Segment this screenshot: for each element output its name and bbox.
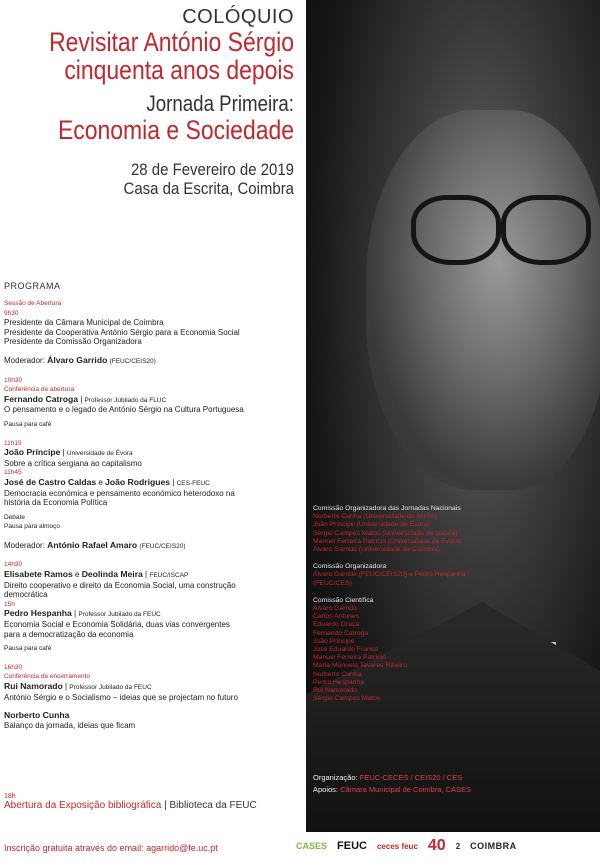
committee-nacional bbox=[313, 505, 593, 554]
portrait-glasses-left bbox=[411, 195, 501, 265]
sponsor-logos bbox=[296, 837, 517, 855]
event-date-place bbox=[30, 160, 294, 198]
speaker-name: Elisabete Ramos bbox=[4, 569, 73, 580]
portrait-face bbox=[366, 110, 600, 490]
support-line bbox=[313, 784, 471, 796]
anniversary-40-logo: 40 bbox=[427, 837, 446, 854]
event-type: COLÓQUIO bbox=[182, 6, 294, 28]
committee-member: Pedro Hespanha bbox=[313, 678, 365, 686]
moderator-line bbox=[4, 541, 304, 552]
moderator-line bbox=[4, 356, 304, 367]
moderator-label: Moderador: bbox=[4, 355, 48, 365]
committee-member: Álvaro Garrido (FEUC/CEIS20) e Pedro Hespanha bbox=[313, 571, 466, 579]
session-time: 15h bbox=[4, 600, 15, 608]
committee-member: (FEUC/CES) bbox=[313, 579, 352, 587]
program-schedule bbox=[4, 299, 304, 730]
speaker-line: Pedro Hespanha | Professor Jubilado da FEUC bbox=[4, 608, 161, 619]
session-time: 11h15 bbox=[4, 439, 22, 447]
event-date: 28 de Fevereiro de 2019 bbox=[130, 160, 294, 179]
support-value: Câmara Municipal de Coimbra, CASES bbox=[340, 785, 471, 794]
committee-member: Norberto Cunha (Universidade do Minho) bbox=[313, 513, 438, 521]
committee-organizadora bbox=[313, 563, 593, 588]
talk-title: democrática bbox=[4, 590, 48, 600]
committee-member: João Príncipe bbox=[313, 637, 355, 645]
moderator-label: Moderador: bbox=[4, 540, 48, 550]
footer bbox=[0, 832, 600, 867]
session-time: 16h30 bbox=[4, 663, 23, 671]
committee-title: Comissão Científica bbox=[313, 596, 374, 604]
cases-logo: CASES bbox=[296, 841, 328, 851]
speaker-name: Rui Namorado bbox=[4, 681, 63, 691]
session-label: Conferência de encerramento bbox=[4, 673, 90, 681]
poster-header bbox=[0, 6, 294, 198]
committee-member: Manuel Ferreira Patrício bbox=[313, 654, 386, 662]
session-label: Sessão de Abertura bbox=[4, 300, 62, 307]
title-line-2: cinquenta anos depois bbox=[64, 55, 295, 85]
speaker-name: João Rodrigues bbox=[105, 476, 171, 487]
speaker-name: João Príncipe bbox=[4, 447, 61, 458]
speaker-affiliation: Professor Jubilado da FEUC bbox=[69, 684, 152, 691]
break-label: Pausa para café bbox=[4, 645, 52, 653]
committee-title: Comissão Organizadora bbox=[313, 563, 387, 571]
committee-member: Sérgio Campos Matos bbox=[313, 695, 381, 703]
talk-title: O pensamento e o legado de António Sérgio na Cultura Portuguesa bbox=[4, 405, 244, 415]
ceces-logo: ceces feuc bbox=[376, 841, 418, 851]
speaker-line: Elisabete Ramos e Deolinda Meira | FEUC/ISCAP bbox=[4, 569, 189, 580]
committee-member: João Príncipe (Universidade de Évora) bbox=[313, 521, 430, 529]
organization-value: FEUC-CECES / CEIS20 / CES bbox=[359, 773, 463, 782]
speaker-conjunction: e bbox=[72, 570, 82, 580]
committee-member: Manuel Ferreira Patrício (Universidade de Évora) bbox=[313, 537, 462, 545]
registration-email[interactable]: Inscrição gratuita através do email: agarrido@fe.uc.pt bbox=[4, 843, 218, 853]
talk-title: Direito cooperativo e direito da Economia Social, uma construção bbox=[4, 580, 236, 590]
committees-panel bbox=[313, 505, 593, 712]
speaker-line: Rui Namorado | Professor Jubilado da FEUC bbox=[4, 681, 152, 691]
title-line-1: Revisitar António Sérgio bbox=[49, 27, 295, 57]
committee-cientifica bbox=[313, 597, 593, 704]
committee-member: Carlos Antunes bbox=[313, 613, 360, 621]
event-place: Casa da Escrita, Coimbra bbox=[123, 179, 294, 198]
talk-title: Democracia económica e pensamento económico heterodoxo na bbox=[4, 488, 235, 498]
session-time: 18h bbox=[4, 793, 16, 800]
session-line: Presidente da Cooperativa António Sérgio para a Economia Social bbox=[4, 327, 240, 337]
speaker-line: João Príncipe | Universidade de Évora bbox=[4, 447, 133, 458]
session-time: 11h45 bbox=[4, 469, 22, 477]
speaker-name: Deolinda Meira bbox=[81, 569, 143, 580]
exhibition-line bbox=[4, 793, 257, 811]
committee-member: Sérgio Campos Matos (Universidade de Lisboa) bbox=[313, 529, 458, 537]
separator: | bbox=[161, 800, 170, 811]
talk-title: António Sérgio e o Socialismo – ideias que se projectam no futuro bbox=[4, 692, 238, 702]
committee-member: Eduardo Graça bbox=[313, 621, 360, 629]
portrait-glasses-right bbox=[501, 195, 591, 265]
speaker-line: Fernando Catroga | Professor Jubilado da FLUC bbox=[4, 393, 167, 404]
session-time: 10h30 bbox=[4, 376, 23, 384]
organization-line bbox=[313, 772, 471, 784]
organization-label: Organização: bbox=[313, 773, 360, 782]
support-label: Apoios: bbox=[313, 785, 341, 794]
exhibition-title: Abertura da Exposição bibliográfica bbox=[4, 800, 162, 811]
organization-info bbox=[313, 772, 471, 796]
speaker-name: José de Castro Caldas bbox=[4, 476, 97, 487]
speaker-line: José de Castro Caldas e João Rodrigues | CES-FEUC bbox=[4, 476, 210, 487]
break-label: Pausa para almoço bbox=[4, 523, 61, 531]
exhibition-place: Biblioteca da FEUC bbox=[169, 800, 257, 811]
jornada-label: Jornada Primeira: bbox=[146, 91, 294, 116]
speaker-name: Pedro Hespanha bbox=[4, 608, 72, 619]
committee-member: Rui Namorado bbox=[313, 687, 357, 695]
session-line: Presidente da Comissão Organizadora bbox=[4, 337, 142, 347]
talk-title: para a democratização da economia bbox=[4, 629, 134, 639]
session-time: 14h30 bbox=[4, 561, 23, 569]
programa-heading: PROGRAMA bbox=[4, 281, 61, 291]
partner-logo: 2 bbox=[455, 841, 461, 851]
moderator-affiliation: (FEUC/CEIS20) bbox=[139, 542, 186, 550]
committee-member: Maria Manuela Tavares Ribeiro bbox=[313, 662, 407, 670]
committee-member: Norberto Cunha bbox=[313, 670, 362, 678]
speaker-name: Fernando Catroga bbox=[4, 393, 79, 404]
speaker-conjunction: e bbox=[96, 477, 106, 487]
speaker-name: Norberto Cunha bbox=[4, 710, 70, 721]
speaker-affiliation: Universidade de Évora bbox=[66, 450, 133, 458]
debate-label: Debate bbox=[4, 513, 25, 521]
committee-member: Álvaro Garrido bbox=[313, 605, 357, 613]
talk-title: Economia Social e Economia Solidária, duas vias convergentes bbox=[4, 620, 230, 630]
talk-title: história da Economia Política bbox=[4, 498, 108, 508]
committee-member: Fernando Catroga bbox=[313, 629, 369, 637]
session-line: Presidente da Câmara Municipal de Coimbra bbox=[4, 318, 164, 328]
committee-member: José Eduardo Franco bbox=[313, 646, 378, 654]
feuc-logo: FEUC bbox=[337, 840, 367, 852]
speaker-affiliation: Professor Jubilado da FEUC bbox=[78, 611, 161, 619]
committee-member: Álvaro Garrido (Universidade de Coimbra) bbox=[313, 546, 440, 554]
theme-title: Economia e Sociedade bbox=[57, 115, 295, 145]
moderator-name: Álvaro Garrido bbox=[47, 354, 108, 365]
talk-title: Sobre a crítica sergiana ao capitalismo bbox=[4, 458, 142, 468]
session-time: 9h30 bbox=[4, 309, 19, 317]
coimbra-logo: COIMBRA bbox=[470, 841, 517, 851]
session-label: Conferência de abertura bbox=[4, 386, 75, 394]
moderator-name: António Rafael Amaro bbox=[47, 539, 138, 550]
speaker-affiliation: FEUC/ISCAP bbox=[149, 572, 189, 580]
moderator-affiliation: (FEUC/CEIS20) bbox=[109, 357, 156, 365]
committee-title: Comissão Organizadora das Jornadas Nacionais bbox=[313, 505, 461, 512]
talk-title: Balanço da jornada, ideias que ficam bbox=[4, 720, 136, 730]
break-label: Pausa para café bbox=[4, 420, 52, 428]
speaker-affiliation: CES-FEUC bbox=[176, 479, 210, 487]
speaker-affiliation: Professor Jubilado da FLUC bbox=[84, 396, 167, 404]
